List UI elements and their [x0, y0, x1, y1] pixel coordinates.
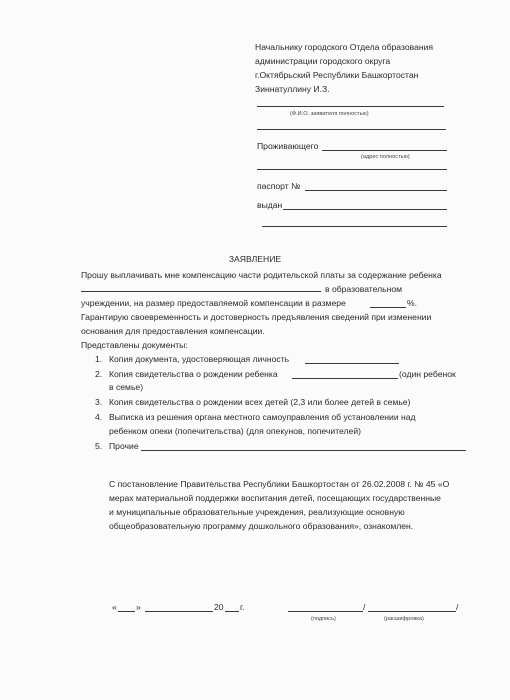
residing-label: Проживающего [257, 141, 319, 151]
doc-item-3-num: 3. [95, 397, 103, 407]
doc-item-1-line [305, 363, 399, 364]
doc-item-2-text: Копия свидетельства о рождении ребенка [109, 369, 278, 379]
passport-line [305, 190, 447, 191]
address-line-2 [257, 169, 447, 170]
doc-item-3 [95, 396, 410, 408]
addressee-line-2: администрации городского округа [255, 56, 391, 66]
date-quote-close: » [136, 602, 141, 612]
ack-line-3: и муниципальные образовательные учреждения, реализующие основную [109, 507, 405, 517]
doc-item-3-text: Копия свидетельства о рождении всех детей (2,3 или более детей в семье) [109, 397, 411, 407]
decode-line [368, 611, 456, 612]
address-line [322, 150, 447, 151]
doc-item-4-text: Выписка из решения органа местного самоуправления об установлении над [109, 412, 416, 422]
ack-line-4: общеобразовательную программу дошкольного образования», ознакомлен. [109, 521, 414, 531]
ack-line-1: С постановление Правительства Республики Башкортостан от 26.02.2008 г. № 45 «О [109, 479, 450, 489]
signature-line [288, 611, 363, 612]
fio-line [257, 106, 444, 107]
guarantee-line-1: Гарантирую своевременность и достоверность предъявления сведений при изменении [81, 312, 432, 322]
date-year-prefix: 20 [214, 602, 224, 612]
date-month-line [145, 611, 213, 612]
doc-item-5 [95, 440, 139, 452]
doc-item-1 [95, 353, 289, 365]
doc-item-2-line2: в семье) [109, 382, 144, 392]
request-line-1: Прошу выплачивать мне компенсацию части родительской платы за содержание ребенка [81, 270, 442, 280]
fio-line-2 [257, 129, 446, 130]
addressee-line-1: Начальнику городского Отдела образования [255, 42, 434, 52]
issued-line [283, 209, 447, 210]
addressee-line-4: Зиннатуллину И.З. [255, 84, 330, 94]
decode-slash: / [456, 602, 459, 612]
doc-item-5-num: 5. [95, 441, 103, 451]
doc-item-1-text: Копия документа, удостоверяющая личность [109, 354, 290, 364]
doc-item-2-line [292, 378, 398, 379]
doc-item-1-num: 1. [95, 354, 103, 364]
request-line-2-tail: в образовательном [325, 284, 403, 294]
date-day-line [118, 611, 135, 612]
documents-intro: Представлены документы: [81, 340, 188, 350]
address-hint: (адрес полностью) [361, 154, 410, 160]
fio-hint: (Ф.И.О. заявителя полностью) [290, 111, 369, 117]
percent-sign: %. [407, 298, 418, 308]
date-quote-open: « [112, 602, 117, 612]
request-line-3: учреждении, на размер предоставляемой компенсации в размере [81, 298, 346, 308]
document-title: ЗАЯВЛЕНИЕ [228, 254, 282, 264]
doc-item-4-num: 4. [95, 412, 103, 422]
issued-label: выдан [257, 200, 283, 210]
doc-item-2-num: 2. [95, 369, 103, 379]
doc-item-5-text: Прочие [109, 441, 139, 451]
guarantee-line-2: основания для предоставления компенсации. [81, 326, 265, 336]
date-year-line [225, 611, 239, 612]
date-year-suffix: г. [240, 602, 245, 612]
ack-line-2: мерах материальной поддержки воспитания детей, посещающих государственные [109, 493, 441, 503]
doc-item-5-line [141, 450, 466, 451]
child-name-line [81, 291, 321, 292]
doc-item-2-tail: (один ребенок [399, 369, 456, 379]
percent-line [370, 307, 406, 308]
signature-slash: / [363, 602, 366, 612]
doc-item-4 [95, 411, 416, 423]
signature-hint: (подпись) [311, 616, 336, 622]
addressee-line-3: г.Октябрьский Республики Башкортостан [255, 70, 419, 80]
doc-item-4-line2: ребенком опеки (попечительства) (для опекунов, попечителей) [109, 426, 361, 436]
doc-item-2 [95, 368, 278, 380]
decode-hint: (расшифровка) [384, 616, 424, 622]
passport-label: паспорт № [257, 181, 301, 191]
issued-line-2 [262, 226, 447, 227]
